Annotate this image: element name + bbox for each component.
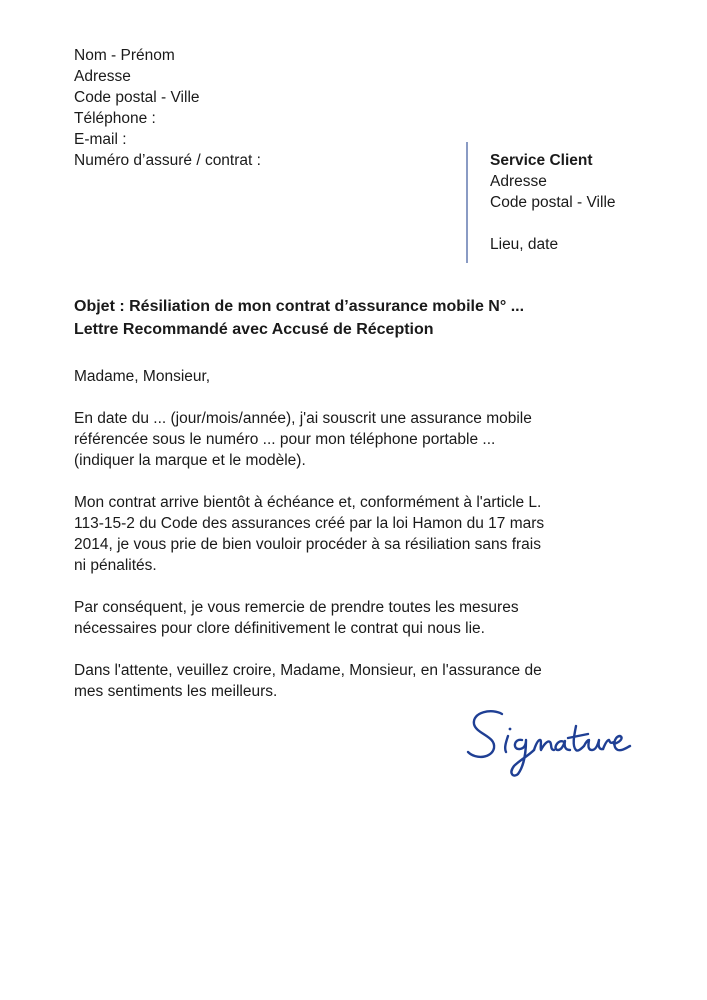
- sender-name: Nom - Prénom: [74, 47, 175, 64]
- sender-policy-number: Numéro d’assuré / contrat :: [74, 152, 261, 169]
- recipient-address: Adresse: [490, 173, 547, 190]
- sender-postal-city: Code postal - Ville: [74, 89, 200, 106]
- sender-email: E-mail :: [74, 131, 127, 148]
- place-date: Lieu, date: [490, 236, 559, 253]
- letter-subject: [74, 295, 524, 341]
- sender-phone: Téléphone :: [74, 110, 156, 127]
- salutation: Madame, Monsieur,: [74, 368, 211, 385]
- sender-block: [74, 45, 261, 171]
- body-paragraph-2: Mon contrat arrive bientôt à échéance et, conformément à l'article L. 113-15-2 du Code des assurances créé par la loi Hamon du 17 mars 2014, je vous prie de bien vouloir procéder à sa résiliation sans frais ni pénalités.: [74, 494, 545, 574]
- letter-body: [74, 366, 634, 723]
- body-paragraph-1: En date du ... (jour/mois/année), j'ai souscrit une assurance mobile référencée sous le numéro ... pour mon téléphone portable ... (indiquer la marque et le modèle).: [74, 410, 532, 469]
- subject-registered-mail: Lettre Recommandé avec Accusé de Réception: [74, 321, 434, 338]
- recipient-postal-city: Code postal - Ville: [490, 194, 616, 211]
- body-paragraph-3: Par conséquent, je vous remercie de prendre toutes les mesures nécessaires pour clore définitivement le contrat qui nous lie.: [74, 599, 519, 637]
- subject-line: Objet : Résiliation de mon contrat d’assurance mobile N° ...: [74, 298, 525, 315]
- handwritten-signature: [462, 700, 637, 790]
- recipient-block: [490, 150, 616, 255]
- sender-address: Adresse: [74, 68, 131, 85]
- recipient-divider: [466, 142, 468, 263]
- closing-formula: Dans l'attente, veuillez croire, Madame, Monsieur, en l'assurance de mes sentiments les meilleurs.: [74, 662, 542, 700]
- recipient-name: Service Client: [490, 152, 593, 169]
